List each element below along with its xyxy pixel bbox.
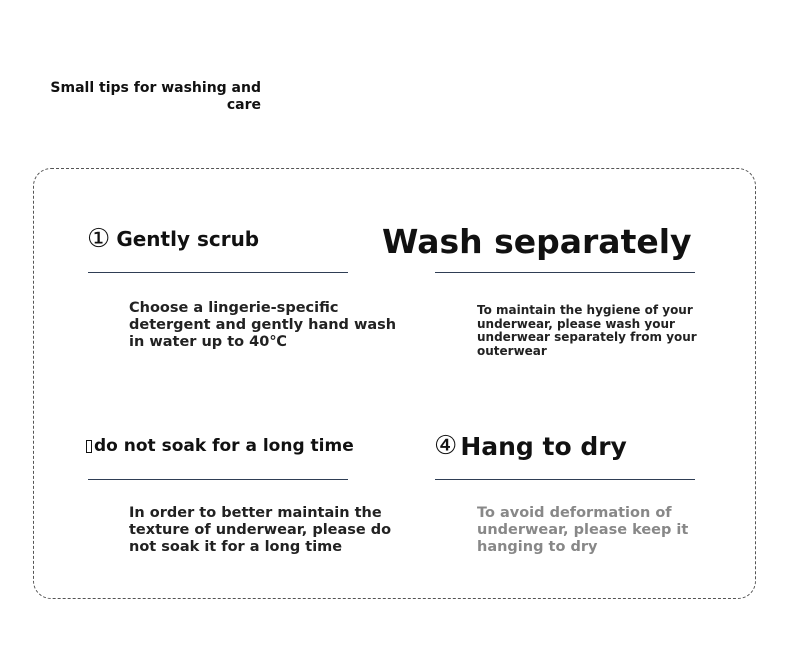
- tip-body-hang-to-dry: To avoid deformation of underwear, please keep it hanging to dry: [477, 505, 689, 555]
- tip-title-label: do not soak for a long time: [94, 436, 354, 456]
- tip-title-label: Gently scrub: [116, 227, 260, 251]
- divider: [88, 479, 348, 480]
- tip-title-label: Hang to dry: [460, 431, 627, 461]
- page-title: Small tips for washing and care: [50, 80, 261, 113]
- divider: [435, 272, 695, 273]
- tip-body-do-not-soak: In order to better maintain the texture of underwear, please do not soak it for a long time: [129, 505, 392, 555]
- tip-title-label: Wash separately: [382, 221, 692, 261]
- tip-number: ①: [87, 224, 111, 254]
- tip-number: ④: [434, 431, 458, 461]
- tip-title-hang-to-dry: [434, 430, 627, 462]
- tip-title-do-not-soak: [86, 434, 354, 458]
- divider: [88, 272, 348, 273]
- divider: [435, 479, 695, 480]
- tip-title-wash-separately: [382, 220, 692, 262]
- tip-body-wash-separately: To maintain the hygiene of your underwear, please wash your underwear separately from your outerwear: [477, 303, 697, 358]
- missing-glyph-icon: [86, 440, 92, 453]
- tip-title-gently-scrub: [87, 224, 259, 254]
- tip-body-gently-scrub: Choose a lingerie-specific detergent and gently hand wash in water up to 40℃: [129, 300, 397, 350]
